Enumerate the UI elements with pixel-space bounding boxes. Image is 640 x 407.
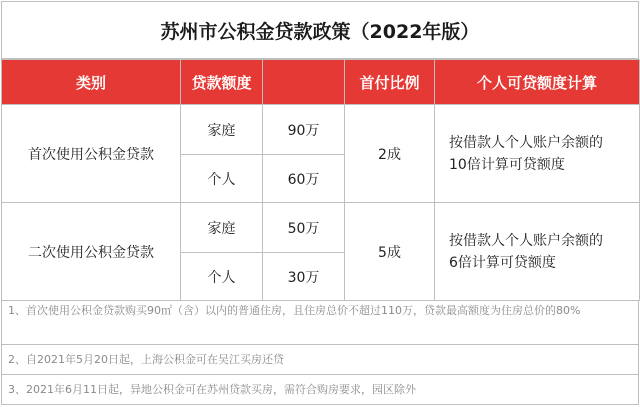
- note-item: 2、自2021年5月20日起，上海公积金可在吴江买房还贷: [1, 345, 639, 375]
- note-item: 3、2021年6月11日起，异地公积金可在苏州贷款买房，需符合购房要求，园区除外: [1, 375, 639, 405]
- calc-line: 按借款人个人账户余额的: [449, 134, 603, 151]
- table-row: [2, 105, 640, 155]
- loan-amount-cell: 30万: [263, 253, 345, 301]
- header-empty: [263, 60, 345, 105]
- calc-line: 10倍计算可贷额度: [449, 156, 565, 173]
- down-payment-cell: 5成: [345, 203, 435, 301]
- header-down-payment: 首付比例: [345, 60, 435, 105]
- policy-table: [1, 59, 640, 301]
- table-row: [2, 203, 640, 253]
- header-loan-amount: 贷款额度: [181, 60, 263, 105]
- header-personal-calc: 个人可贷额度计算: [435, 60, 640, 105]
- note-item: 1、首次使用公积金贷款购买90㎡（含）以内的普通住房，且住房总价不超过110万，贷款最高额度为住房总价的80%: [1, 300, 639, 345]
- loan-type-cell: 个人: [181, 253, 263, 301]
- notes-section: [1, 300, 639, 405]
- loan-amount-cell: 90万: [263, 105, 345, 155]
- header-category: 类别: [2, 60, 181, 105]
- calc-cell: [435, 105, 640, 203]
- calc-cell: [435, 203, 640, 301]
- category-cell: 二次使用公积金贷款: [2, 203, 181, 301]
- page-title: 苏州市公积金贷款政策（2022年版）: [1, 1, 639, 59]
- calc-line: 按借款人个人账户余额的: [449, 232, 603, 249]
- loan-type-cell: 家庭: [181, 203, 263, 253]
- loan-type-cell: 家庭: [181, 105, 263, 155]
- loan-amount-cell: 60万: [263, 155, 345, 203]
- loan-amount-cell: 50万: [263, 203, 345, 253]
- table-header-row: [2, 60, 640, 105]
- category-cell: 首次使用公积金贷款: [2, 105, 181, 203]
- down-payment-cell: 2成: [345, 105, 435, 203]
- policy-sheet: [1, 1, 639, 405]
- calc-line: 6倍计算可贷额度: [449, 254, 556, 271]
- loan-type-cell: 个人: [181, 155, 263, 203]
